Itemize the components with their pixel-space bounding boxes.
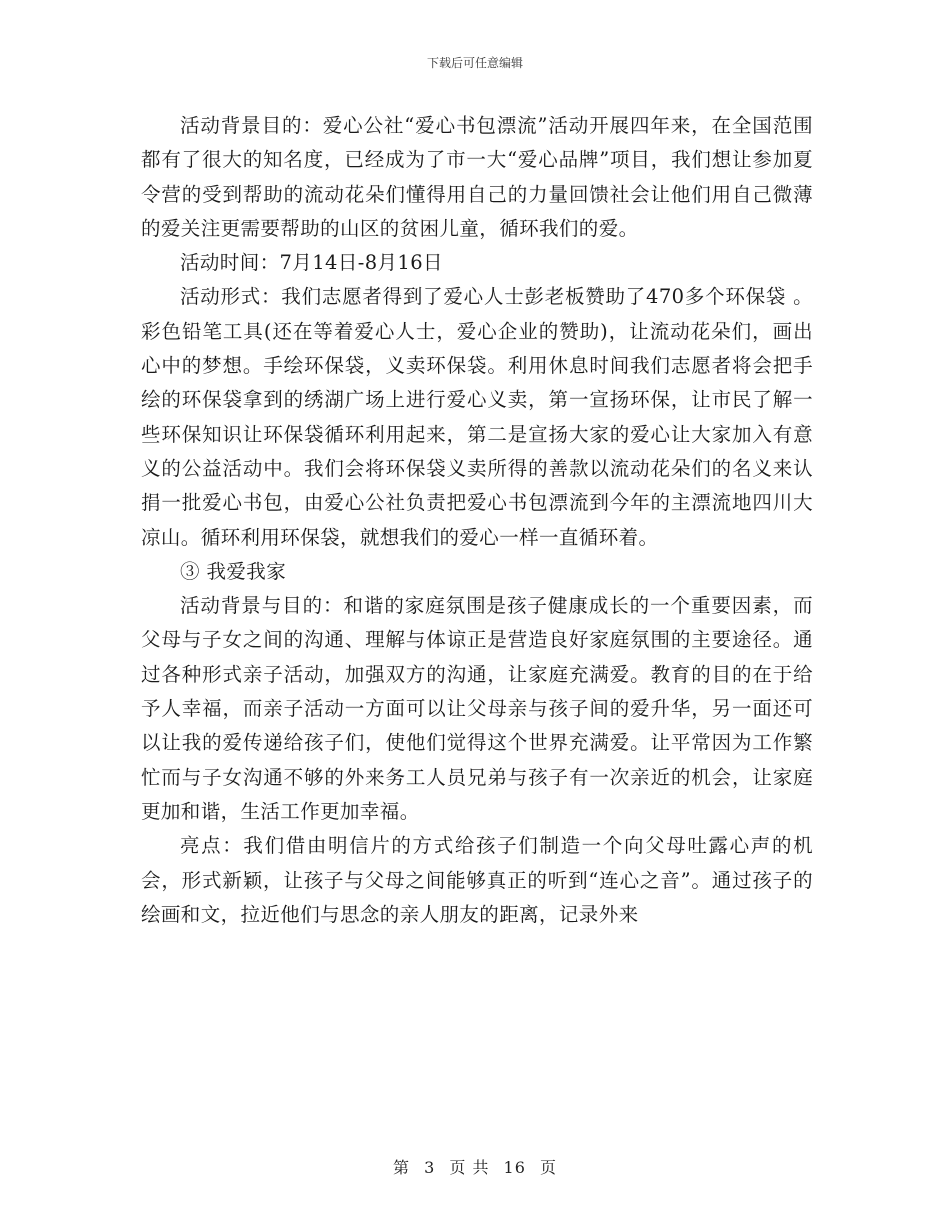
footer-prefix: 第 [392, 1158, 410, 1177]
paragraph-activity-form: 活动形式：我们志愿者得到了爱心人士彭老板赞助了470多个环保袋 。彩色铅笔工具(还在等着爱心人士，爱心企业的赞助)，让流动花朵们，画出心中的梦想。手绘环保袋，义卖环保袋。利用休息时间我们志愿者将会把手绘的环保袋拿到的绣湖广场上进行爱心义卖，第一宣扬环保，让市民了解一些环保知识让环保袋循环利用起来，第二是宣扬大家的爱心让大家加入有意义的公益活动中。我们会将环保袋义卖所得的善款以流动花朵们的名义来认捐一批爱心书包，由爱心公社负责把爱心书包漂流到今年的主漂流地四川大凉山。循环利用环保袋，就想我们的爱心一样一直循环着。 [141, 285, 813, 549]
footer-suffix: 页 [540, 1158, 558, 1177]
page-footer [0, 1155, 950, 1178]
paragraph-activity-background: 活动背景目的：爱心公社“爱心书包漂流”活动开展四年来，在全国范围都有了很大的知名度，已经成为了市一大“爱心品牌”项目，我们想让参加夏令营的受到帮助的流动花朵们懂得用自己的力量回馈社会让他们用自己微薄的爱关注更需要帮助的山区的贫困儿童，循环我们的爱。 [141, 114, 813, 240]
footer-current-page: 3 [424, 1158, 436, 1177]
page-header: 下载后可任意编辑 [426, 56, 523, 70]
footer-total-pages: 16 [503, 1158, 526, 1177]
paragraph-activity-time: 活动时间：7月14日-8月16日 [180, 251, 443, 275]
footer-middle: 页 共 [449, 1158, 490, 1177]
paragraph-background-purpose: 活动背景与目的：和谐的家庭氛围是孩子健康成长的一个重要因素，而父母与子女之间的沟通、理解与体谅正是营造良好家庭氛围的主要途径。通过各种形式亲子活动，加强双方的沟通，让家庭充满爱。教育的目的在于给予人幸福，而亲子活动一方面可以让父母亲与孩子间的爱升华，另一面还可以让我的爱传递给孩子们，使他们觉得这个世界充满爱。让平常因为工作繁忙而与子女沟通不够的外来务工人员兄弟与孩子有一次亲近的机会，让家庭更加和谐，生活工作更加幸福。 [141, 594, 813, 823]
paragraph-highlights: 亮点：我们借由明信片的方式给孩子们制造一个向父母吐露心声的机会，形式新颖，让孩子与父母之间能够真正的听到“连心之音”。通过孩子的绘画和文，拉近他们与思念的亲人朋友的距离，记录外来 [141, 834, 813, 926]
section-heading-i-love-my-home: ③ 我爱我家 [180, 559, 287, 583]
document-body [141, 109, 813, 932]
